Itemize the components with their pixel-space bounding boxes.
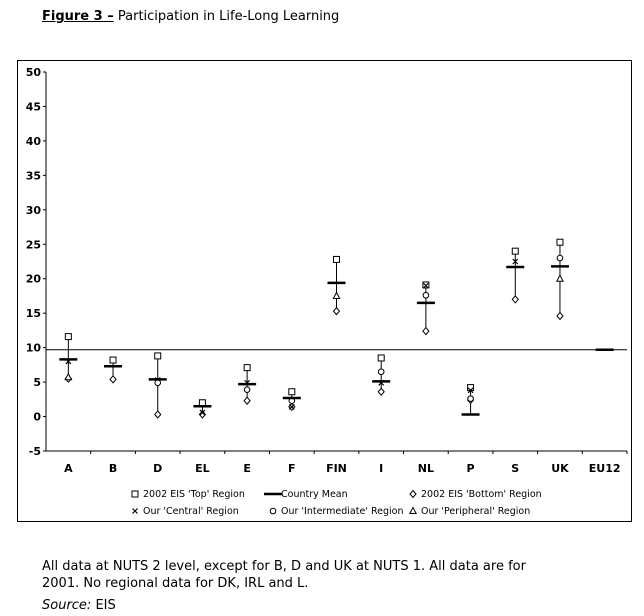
x-tick-label: EU12 [588, 462, 621, 475]
point-square [199, 400, 205, 406]
point-triangle [333, 292, 339, 298]
y-tick-label: -5 [28, 445, 41, 458]
y-tick-label: 20 [25, 272, 41, 286]
point-square [65, 334, 71, 340]
x-tick-label: NL [417, 462, 434, 475]
point-triangle [65, 374, 71, 380]
source-text: EIS [91, 598, 116, 613]
point-diamond [557, 312, 563, 319]
legend-label: Our 'Intermediate' Region [281, 506, 404, 517]
figure-number: Figure 3 – [42, 9, 114, 24]
chart-frame [17, 60, 632, 522]
legend-label: 2002 EIS 'Top' Region [143, 489, 245, 500]
point-triangle [557, 275, 563, 281]
y-tick-label: 0 [33, 410, 41, 424]
figure-title: Participation in Life-Long Learning [117, 9, 340, 24]
x-tick-label: F [288, 462, 296, 475]
y-tick-label: 5 [33, 376, 41, 390]
x-tick-label: D [153, 462, 163, 475]
chart-notes: All data at NUTS 2 level, except for B, D and UK at NUTS 1. All data are for 2001. No regional data for DK, IRL and L. [42, 559, 526, 591]
x-tick-label: S [511, 462, 520, 475]
point-circle [423, 292, 429, 298]
legend-label: Country Mean [281, 489, 348, 500]
y-tick-label: 30 [25, 203, 41, 217]
point-square [244, 365, 250, 371]
point-square [110, 357, 116, 363]
point-square [334, 256, 340, 262]
point-square [289, 389, 295, 395]
point-diamond [155, 411, 161, 418]
legend-marker [270, 508, 276, 514]
chart-source [42, 598, 116, 613]
point-diamond [378, 388, 384, 395]
y-tick-label: 45 [25, 100, 41, 114]
x-tick-label: FIN [326, 462, 347, 475]
point-square [155, 353, 161, 359]
y-tick-label: 50 [25, 66, 41, 79]
point-square [378, 355, 384, 361]
x-tick-label: P [466, 462, 475, 475]
point-diamond [423, 328, 429, 335]
point-diamond [512, 296, 518, 303]
point-square [557, 239, 563, 245]
y-tick-label: 40 [25, 134, 41, 148]
point-circle [378, 369, 384, 375]
legend-marker [132, 491, 138, 497]
legend-marker [133, 509, 138, 514]
legend-label: Our 'Peripheral' Region [421, 506, 531, 517]
point-circle [557, 255, 563, 261]
point-circle [244, 387, 250, 393]
y-tick-label: 10 [25, 341, 41, 355]
y-tick-label: 25 [25, 238, 41, 252]
y-tick-label: 15 [25, 307, 41, 321]
x-tick-label: I [379, 462, 384, 475]
point-circle [155, 380, 161, 386]
figure-caption [42, 9, 339, 24]
legend-label: 2002 EIS 'Bottom' Region [421, 489, 542, 500]
x-tick-label: E [243, 462, 251, 475]
legend-marker [410, 491, 416, 498]
source-label: Source: [42, 598, 92, 613]
x-tick-label: B [108, 462, 118, 475]
legend-marker [410, 508, 416, 514]
point-diamond [334, 308, 340, 315]
point-circle [468, 396, 474, 402]
y-tick-label: 35 [25, 169, 41, 183]
point-square [512, 248, 518, 254]
x-tick-label: UK [551, 462, 569, 475]
point-diamond [110, 376, 116, 383]
point-diamond [244, 397, 250, 404]
legend-label: Our 'Central' Region [143, 506, 239, 517]
x-tick-label: A [64, 462, 73, 475]
x-tick-label: EL [195, 462, 210, 475]
chart-svg [18, 61, 633, 523]
